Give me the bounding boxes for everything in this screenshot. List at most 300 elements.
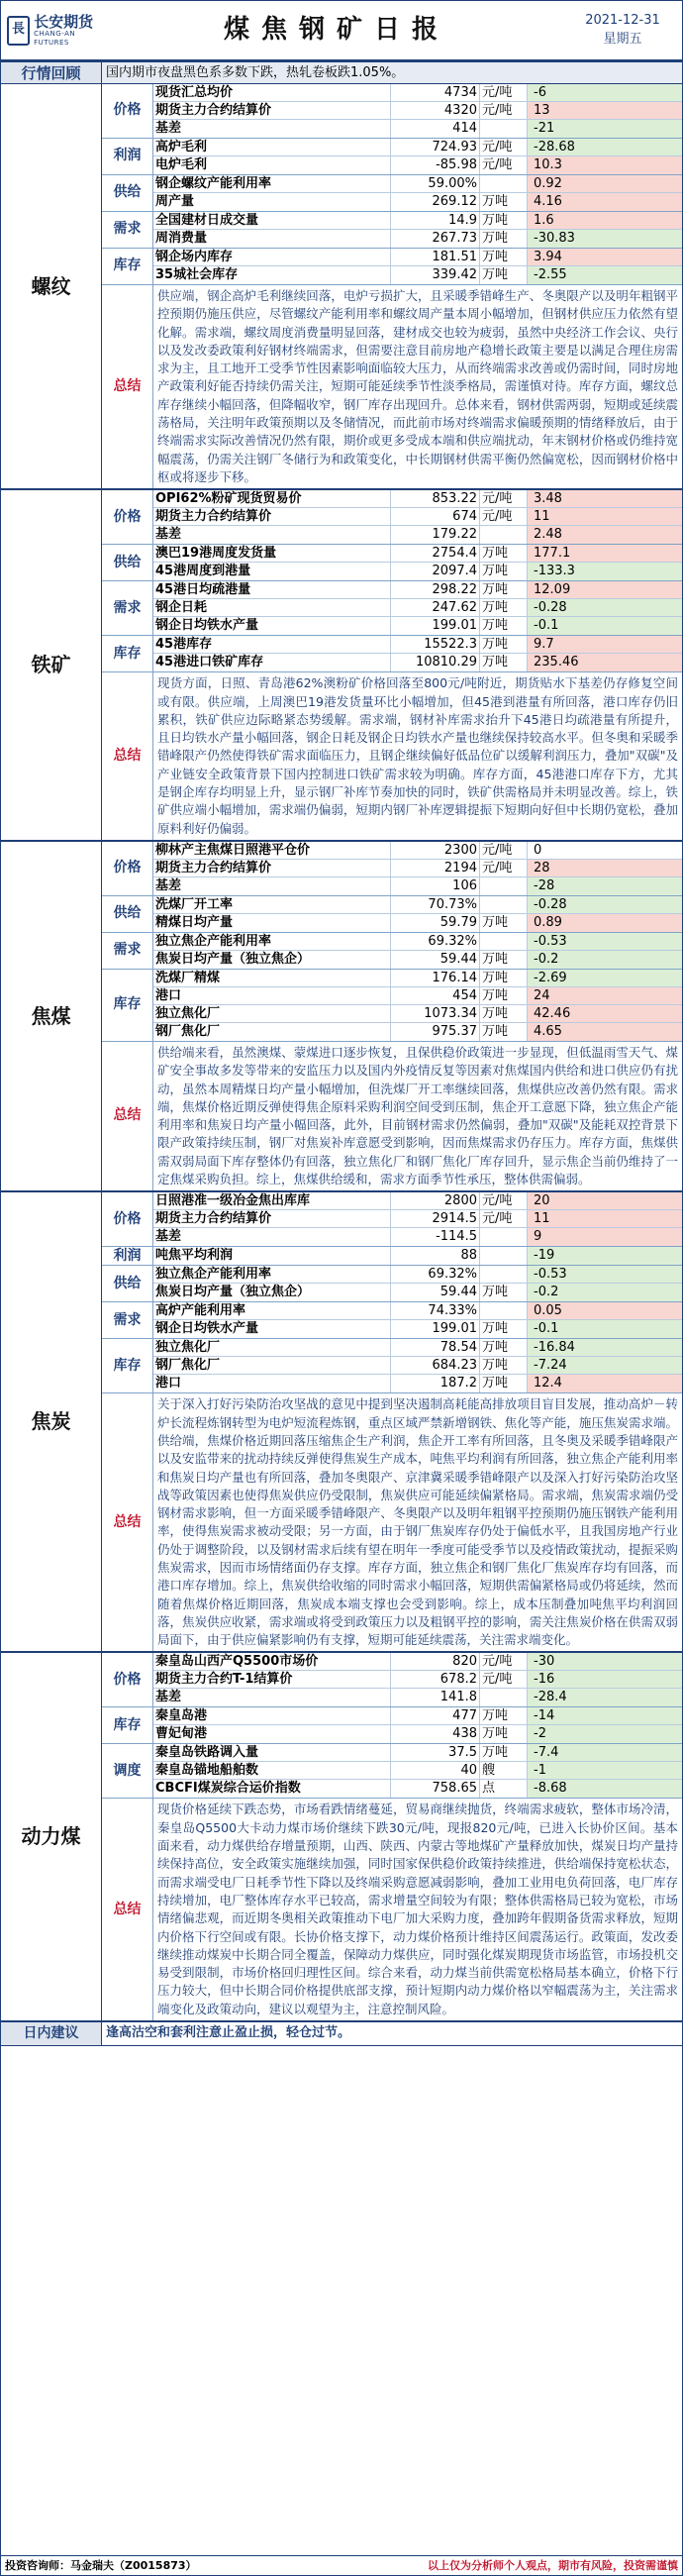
indicator-change: -30	[528, 1653, 682, 1670]
indicator-unit: 元/吨	[480, 860, 528, 876]
indicator-value: 2097.4	[391, 563, 480, 580]
indicator-value: 70.73%	[391, 896, 480, 913]
group-category: 利润	[102, 1247, 153, 1265]
indicator-change: 11	[528, 1210, 682, 1227]
indicator-group	[102, 490, 682, 545]
indicator-name: 柳林产主焦煤日照港平仓价	[153, 842, 391, 859]
indicator-value: -85.98	[391, 156, 480, 174]
indicator-name: 秦皇岛山西产Q5500市场价	[153, 1653, 391, 1670]
indicator-value: 59.79	[391, 914, 480, 932]
indicator-value: 199.01	[391, 1320, 480, 1338]
indicator-value: 187.2	[391, 1375, 480, 1392]
indicator-change: 3.48	[528, 490, 682, 507]
logo-en: CHANG-AN FUTURES	[34, 30, 76, 47]
indicator-name: 基差	[153, 877, 391, 895]
company-logo-icon: 長	[7, 16, 30, 46]
indicator-value: 438	[391, 1725, 480, 1743]
indicator-value: 2194	[391, 860, 480, 876]
table-row	[153, 545, 682, 563]
indicator-unit: 万吨	[480, 654, 528, 671]
table-row	[153, 1780, 682, 1798]
table-row	[153, 563, 682, 580]
indicator-name: 45港进口铁矿库存	[153, 654, 391, 671]
indicator-change: 0.89	[528, 914, 682, 932]
indicator-name: 周消费量	[153, 230, 391, 248]
table-row	[153, 1357, 682, 1375]
indicator-name: 日照港准一级冶金焦出库库	[153, 1192, 391, 1209]
indicator-change: 10.3	[528, 156, 682, 174]
commodity-name: 焦炭	[1, 1192, 102, 1651]
indicator-value: 2754.4	[391, 545, 480, 562]
indicator-value: 78.54	[391, 1339, 480, 1356]
indicator-name: 钢企日均铁水产量	[153, 617, 391, 635]
group-category: 需求	[102, 581, 153, 635]
indicator-change: 0	[528, 842, 682, 859]
table-row	[153, 266, 682, 284]
table-row	[153, 860, 682, 877]
section-0	[1, 84, 682, 490]
table-row	[153, 599, 682, 617]
indicator-group	[102, 970, 682, 1042]
table-row	[153, 193, 682, 211]
indicator-change: -0.28	[528, 599, 682, 616]
indicator-group	[102, 212, 682, 249]
summary-block	[102, 1799, 682, 2020]
indicator-unit: 元/吨	[480, 1192, 528, 1209]
indicator-value: 724.93	[391, 139, 480, 155]
advice-label: 日内建议	[1, 2022, 102, 2045]
indicator-change: -0.2	[528, 1284, 682, 1301]
indicator-change: -28	[528, 877, 682, 895]
indicator-name: 现货汇总均价	[153, 84, 391, 101]
indicator-unit: 万吨	[480, 1320, 528, 1338]
indicator-change: -2	[528, 1725, 682, 1743]
indicator-unit: 万吨	[480, 581, 528, 598]
group-category: 价格	[102, 842, 153, 895]
section-2	[1, 842, 682, 1192]
summary-label: 总结	[102, 1799, 153, 2020]
indicator-value: 59.00%	[391, 175, 480, 192]
indicator-name: 钢企日耗	[153, 599, 391, 616]
indicator-value: 14.9	[391, 212, 480, 229]
indicator-value: 477	[391, 1707, 480, 1724]
commodity-name: 螺纹	[1, 84, 102, 488]
report-title: 煤焦钢矿日报	[223, 15, 449, 46]
indicator-value: 1073.34	[391, 1005, 480, 1022]
market-review-text: 国内期市夜盘黑色系多数下跌，热轧卷板跌1.05%。	[102, 62, 682, 83]
indicator-name: 港口	[153, 987, 391, 1004]
indicator-unit: 万吨	[480, 599, 528, 616]
indicator-value: 684.23	[391, 1357, 480, 1374]
indicator-value: 199.01	[391, 617, 480, 635]
indicator-unit: 万吨	[480, 230, 528, 248]
table-row	[153, 1653, 682, 1671]
indicator-change: -8.68	[528, 1780, 682, 1798]
indicator-change: -28.4	[528, 1689, 682, 1706]
indicator-unit: 元/吨	[480, 84, 528, 101]
indicator-value: 59.44	[391, 1284, 480, 1301]
indicator-name: 焦炭日均产量（独立焦企）	[153, 1284, 391, 1301]
indicator-change: -0.28	[528, 896, 682, 913]
table-row	[153, 933, 682, 951]
group-category: 价格	[102, 1192, 153, 1246]
group-category: 价格	[102, 84, 153, 138]
indicator-name: 45港周度到港量	[153, 563, 391, 580]
table-row	[153, 156, 682, 174]
table-row	[153, 508, 682, 526]
table-row	[153, 526, 682, 544]
indicator-value: 181.51	[391, 249, 480, 265]
group-category: 库存	[102, 249, 153, 284]
indicator-name: 基差	[153, 1689, 391, 1706]
commodity-name: 动力煤	[1, 1653, 102, 2020]
indicator-value: 176.14	[391, 970, 480, 986]
indicator-unit: 万吨	[480, 951, 528, 969]
report-date: 2021-12-31	[585, 13, 660, 29]
indicator-unit: 万吨	[480, 1005, 528, 1022]
summary-label: 总结	[102, 672, 153, 840]
indicator-name: 全国建材日成交量	[153, 212, 391, 229]
indicator-unit: 万吨	[480, 1284, 528, 1301]
indicator-name: 秦皇岛港	[153, 1707, 391, 1724]
indicator-unit	[480, 1266, 528, 1283]
summary-block	[102, 672, 682, 840]
indicator-name: 钢企螺纹产能利用率	[153, 175, 391, 192]
group-category: 库存	[102, 970, 153, 1041]
indicator-change: 3.94	[528, 249, 682, 265]
indicator-change: -16	[528, 1671, 682, 1688]
indicator-unit	[480, 120, 528, 138]
table-row	[153, 896, 682, 914]
summary-block	[102, 285, 682, 488]
table-row	[153, 617, 682, 635]
market-review-label: 行情回顾	[1, 62, 102, 83]
indicator-unit: 元/吨	[480, 490, 528, 507]
group-category: 库存	[102, 1339, 153, 1392]
indicator-unit: 元/吨	[480, 156, 528, 174]
group-category: 供给	[102, 545, 153, 580]
indicator-unit: 点	[480, 1780, 528, 1798]
group-category: 库存	[102, 636, 153, 671]
indicator-value: 820	[391, 1653, 480, 1670]
indicator-name: 基差	[153, 120, 391, 138]
indicator-unit: 元/吨	[480, 842, 528, 859]
table-row	[153, 987, 682, 1005]
indicator-unit: 万吨	[480, 193, 528, 211]
summary-text: 供应端，钢企高炉毛利继续回落，电炉亏损扩大，且采暖季错峰生产、冬奥限产以及明年粗钢平控预期仍施压供应，尽管螺纹产能利用率和螺纹周产量本周小幅增加，但钢材供应压力依然有望化解。需求端，螺纹周度消费量明显回落，建材成交也较为疲弱，虽然中央经济工作会议、央行以及发改委政策利好钢材终端需求，但需要注意目前房地产稳增长政策主要是以满足合理住房需求为主，且工地开工受季节性因素影响面临较大压力，从而终端需求改善或仍需时间，同时房地产政策利好能否持续仍需关注，短期可能延续季节性淡季格局，需谨慎对待。库存方面，螺纹总库存继续小幅回落，但降幅收窄，钢厂库存出现回升。总体来看，钢材供需两弱，短期或延续震荡格局，关注明年政策预期以及冬储情况，而此前市场对终端需求偏暖预期的情绪释放后，由于终端需求实际改善情况仍然有限，期价或更多受成本端和供应端扰动，年末钢材价格或仍维持宽幅震荡，仍需关注钢厂冬储行为和政策变化，中长期钢材供需平衡仍然偏宽松，因而钢材价格中枢或将逐步下移。	[157, 288, 678, 484]
indicator-value: 10810.29	[391, 654, 480, 671]
indicator-name: 期货主力合约结算价	[153, 102, 391, 119]
summary-text: 供给端来看，虽然澳煤、蒙煤进口逐步恢复，且保供稳价政策进一步显现，但低温雨雪天气、煤矿安全事故多发等带来的安监压力以及国内外疫情反复等因素对焦煤国内供给和进口供应仍有扰动，虽然本周精煤日均产量小幅增加，但洗煤厂开工率继续回落，焦煤供应改善仍然有限。需求端，焦煤价格近期反弹使得焦企原料采购利润空间受到压制，焦企开工意愿下降，独立焦企产能利用率和焦炭日均产量小幅回落，此外，目前钢材需求仍然偏弱，叠加"双碳"及能耗双控背景下限产政策持续压制，钢厂对焦炭补库意愿受到影响，因而焦煤需求仍存压力。库存方面，焦煤供需双弱局面下库存整体仍有回落，独立焦化厂和钢厂焦化厂库存回升，显示焦企当前仍维持了一定焦煤采购负担。综上，焦煤供给缓和，需求方面季节性承压，整体供需偏弱。	[157, 1044, 678, 1187]
indicator-value: 454	[391, 987, 480, 1004]
table-row	[153, 581, 682, 599]
indicator-value: 298.22	[391, 581, 480, 598]
table-row	[153, 1023, 682, 1041]
group-category: 需求	[102, 1302, 153, 1338]
indicator-name: 钢企场内库存	[153, 249, 391, 265]
indicator-change: -0.53	[528, 1266, 682, 1283]
indicator-change: 0.05	[528, 1302, 682, 1319]
market-review	[1, 62, 682, 84]
indicator-value: 40	[391, 1762, 480, 1779]
group-category: 库存	[102, 1707, 153, 1743]
table-row	[153, 1005, 682, 1023]
indicator-change: -0.2	[528, 951, 682, 969]
table-row	[153, 1744, 682, 1762]
indicator-change: 28	[528, 860, 682, 876]
group-category: 供给	[102, 1266, 153, 1301]
table-row	[153, 1284, 682, 1301]
section-1	[1, 490, 682, 842]
indicator-name: OPI62%粉矿现货贸易价	[153, 490, 391, 507]
intraday-advice	[1, 2022, 682, 2046]
indicator-name: 周产量	[153, 193, 391, 211]
indicator-change: 11	[528, 508, 682, 525]
indicator-unit	[480, 175, 528, 192]
indicator-unit: 万吨	[480, 563, 528, 580]
indicator-name: 独立焦企产能利用率	[153, 933, 391, 950]
indicator-change: -14	[528, 1707, 682, 1724]
indicator-name: 期货主力合约结算价	[153, 1210, 391, 1227]
indicator-name: 期货主力合约结算价	[153, 508, 391, 525]
indicator-group	[102, 933, 682, 970]
group-category: 供给	[102, 896, 153, 932]
indicator-value: 414	[391, 120, 480, 138]
indicator-name: 基差	[153, 1228, 391, 1246]
table-row	[153, 951, 682, 969]
indicator-change: -28.68	[528, 139, 682, 155]
indicator-unit: 元/吨	[480, 1653, 528, 1670]
table-row	[153, 1671, 682, 1689]
table-row	[153, 1302, 682, 1320]
indicator-value: 2800	[391, 1192, 480, 1209]
indicator-change: -16.84	[528, 1339, 682, 1356]
group-category: 价格	[102, 490, 153, 544]
section-3	[1, 1192, 682, 1653]
indicator-name: 洗煤厂精煤	[153, 970, 391, 986]
indicator-unit: 万吨	[480, 545, 528, 562]
indicator-unit	[480, 1302, 528, 1319]
indicator-group	[102, 1247, 682, 1266]
group-category: 需求	[102, 933, 153, 969]
indicator-unit: 万吨	[480, 1744, 528, 1761]
table-row	[153, 212, 682, 230]
indicator-value: 37.5	[391, 1744, 480, 1761]
indicator-group	[102, 636, 682, 672]
table-row	[153, 1725, 682, 1743]
table-row	[153, 1228, 682, 1246]
indicator-name: 独立焦化厂	[153, 1339, 391, 1356]
indicator-group	[102, 1339, 682, 1393]
summary-block	[102, 1042, 682, 1190]
indicator-value: 247.62	[391, 599, 480, 616]
indicator-change: -1	[528, 1762, 682, 1779]
company-logo	[1, 14, 110, 48]
commodity-name: 焦煤	[1, 842, 102, 1190]
indicator-unit: 元/吨	[480, 1210, 528, 1227]
indicator-change: -2.69	[528, 970, 682, 986]
indicator-unit: 元/吨	[480, 508, 528, 525]
table-row	[153, 1247, 682, 1265]
indicator-value: 106	[391, 877, 480, 895]
indicator-unit	[480, 1689, 528, 1706]
indicator-change: 4.16	[528, 193, 682, 211]
indicator-name: 45港日均疏港量	[153, 581, 391, 598]
indicator-name: 秦皇岛锚地船舶数	[153, 1762, 391, 1779]
group-category: 价格	[102, 1653, 153, 1706]
indicator-unit: 万吨	[480, 212, 528, 229]
indicator-value: 4734	[391, 84, 480, 101]
indicator-name: 曹妃甸港	[153, 1725, 391, 1743]
table-row	[153, 1762, 682, 1780]
table-row	[153, 1707, 682, 1725]
indicator-group	[102, 896, 682, 933]
consultant-info: 投资咨询师：马金瑞夫（Z0015873）	[5, 2558, 197, 2572]
indicator-name: 钢厂焦化厂	[153, 1357, 391, 1374]
indicator-change: -0.1	[528, 617, 682, 635]
indicator-value: 269.12	[391, 193, 480, 211]
table-row	[153, 914, 682, 932]
indicator-group	[102, 1192, 682, 1247]
indicator-name: 电炉毛利	[153, 156, 391, 174]
disclaimer: 以上仅为分析师个人观点，期市有风险，投资需谨慎	[428, 2558, 678, 2572]
indicator-unit: 万吨	[480, 1357, 528, 1374]
indicator-change: -133.3	[528, 563, 682, 580]
indicator-name: 洗煤厂开工率	[153, 896, 391, 913]
table-row	[153, 1339, 682, 1357]
table-row	[153, 877, 682, 895]
indicator-name: 独立焦企产能利用率	[153, 1266, 391, 1283]
indicator-value: 15522.3	[391, 636, 480, 653]
indicator-unit	[480, 933, 528, 950]
indicator-group	[102, 1302, 682, 1339]
commodity-sections	[1, 84, 682, 2022]
indicator-value: 339.42	[391, 266, 480, 284]
indicator-unit: 艘	[480, 1762, 528, 1779]
indicator-change: -2.55	[528, 266, 682, 284]
indicator-value: 2300	[391, 842, 480, 859]
table-row	[153, 1266, 682, 1284]
indicator-change: 2.48	[528, 526, 682, 544]
indicator-change: 177.1	[528, 545, 682, 562]
report-weekday: 星期五	[603, 31, 642, 47]
section-4	[1, 1653, 682, 2022]
indicator-unit	[480, 1247, 528, 1265]
table-row	[153, 84, 682, 102]
summary-text: 现货方面，日照、青岛港62%澳粉矿价格回落至800元/吨附近，期货贴水下基差仍存修复空间或有限。供应端，上周澳巴19港发货量环比小幅增加，但45港到港量有所回落，港口库存仍旧累积，铁矿供应边际略紧态势缓解。需求端，钢材补库需求抬升下45港日均疏港量有所提升，且日均铁水产量小幅回落，钢企日耗及钢企日均铁水产量也继续保持较高水平。但冬奥和采暖季错峰限产仍然使得铁矿需求面临压力，且钢企继续偏好低品位矿以缓解利润压力，叠加"双碳"及产业链安全政策背景下国内控制进口铁矿需求较为明确。库存方面，45港港口库存下方，尤其是钢企库存均明显上升，显示钢厂补库节奏加快的同时，铁矿供需格局并未明显改善。综上，铁矿供应端小幅增加，需求端仍偏弱，短期内钢厂补库逻辑提振下短期向好但中长期仍宽松，叠加原料利好仍偏弱。	[157, 675, 678, 836]
indicator-change: 0.92	[528, 175, 682, 192]
table-row	[153, 490, 682, 508]
table-row	[153, 654, 682, 671]
indicator-group	[102, 1707, 682, 1744]
indicator-value: 2914.5	[391, 1210, 480, 1227]
group-category: 利润	[102, 139, 153, 174]
table-row	[153, 636, 682, 654]
table-row	[153, 120, 682, 138]
indicator-value: 975.37	[391, 1023, 480, 1041]
indicator-group	[102, 1653, 682, 1707]
indicator-value: 74.33%	[391, 1302, 480, 1319]
indicator-unit: 万吨	[480, 1707, 528, 1724]
logo-cn: 长安期货	[34, 12, 94, 31]
indicator-unit: 元/吨	[480, 1671, 528, 1688]
indicator-name: 35城社会库存	[153, 266, 391, 284]
indicator-name: 秦皇岛铁路调入量	[153, 1744, 391, 1761]
indicator-change: 235.46	[528, 654, 682, 671]
table-row	[153, 1375, 682, 1392]
indicator-name: 45港库存	[153, 636, 391, 653]
indicator-name: 独立焦化厂	[153, 1005, 391, 1022]
indicator-value: 69.32%	[391, 933, 480, 950]
indicator-value: 69.32%	[391, 1266, 480, 1283]
indicator-group	[102, 842, 682, 896]
summary-label: 总结	[102, 1042, 153, 1190]
indicator-name: 期货主力合约结算价	[153, 860, 391, 876]
summary-text: 现货价格延续下跌态势，市场看跌情绪蔓延，贸易商继续抛货，终端需求疲软，整体市场冷清，秦皇岛Q5500大卡动力煤市场价继续下跌30元/吨，现报820元/吨，已进入长协价区间。基本面来看，动力煤供给存增量预期，山西、陕西、内蒙古等地煤矿产量释放加快，煤炭日均产量持续保持高位，安全政策实施继续加强，同时国家保供稳价政策持续推进，供给端保持宽松状态，而需求端受电厂日耗季节性下降以及终端采购意愿减弱影响，叠加工业用电负荷回落，电厂库存持续增加，电厂整体库存水平已较高，需求增量空间较为有限；整体供需格局已较为宽松，市场情绪偏悲观，而近期冬奥相关政策推动下电厂加大采购力度，叠加跨年假期备货需求释放，短期内价格下行空间或有限。长协价格支撑下，动力煤价格预计维持区间震荡运行。政策面，发改委继续推动煤炭中长期合同全覆盖，保障动力煤供应，同时强化煤炭期现货市场监管，市场投机交易受到限制，市场价格回归理性区间。综合来看，动力煤当前供需宽松格局基本确立，价格下行压力较大，但中长期合同价格提供底部支撑，预计短期内动力煤价格以窄幅震荡为主，关注需求端变化及政策动向，建议以观望为主，注意控制风险。	[157, 1802, 678, 2016]
indicator-name: 基差	[153, 526, 391, 544]
indicator-unit: 万吨	[480, 1023, 528, 1041]
indicator-change: -30.83	[528, 230, 682, 248]
indicator-value: 678.2	[391, 1671, 480, 1688]
indicator-group	[102, 581, 682, 636]
report-header	[1, 1, 682, 62]
indicator-name: 期货主力合约T-1结算价	[153, 1671, 391, 1688]
summary-label: 总结	[102, 1393, 153, 1651]
group-category: 需求	[102, 212, 153, 248]
indicator-unit: 万吨	[480, 970, 528, 986]
indicator-name: 高炉产能利用率	[153, 1302, 391, 1319]
indicator-value: 674	[391, 508, 480, 525]
summary-text: 关于深入打好污染防治攻坚战的意见中提到坚决遏制高耗能高排放项目盲目发展，推动高炉－转炉长流程炼钢转型为电炉短流程炼钢，重点区域严禁新增钢铁、焦化等产能，施压焦炭需求端。供给端，焦煤价格近期回落压缩焦企生产利润，焦企开工率有所回落，且冬奥及采暖季错峰限产以及安监带来的扰动持续反弹使得焦炭生产成本，吨焦平均利润有所回落，独立焦企产能利用率和焦炭日均产量也有所回落，叠加冬奥限产、京津冀采暖季错峰限产以及深入打好污染防治攻坚战等政策因素也使得焦炭供应仍受限制，焦炭供应可能延续偏紧格局。需求端，焦炭需求端仍受钢材需求影响，但一方面采暖季错峰限产、冬奥限产以及明年粗钢平控预期仍施压钢铁产能利用率，使得焦炭需求被动受限；另一方面，由于钢厂焦炭库存仍处于偏低水平，且我国房地产行业仍处于调整阶段，以及钢材需求后续有望在明年一季度可能受季节以及疫情政策扰动，提振采购焦炭需求，因而市场情绪面仍存支撑。库存方面，独立焦企和钢厂焦化厂焦炭库存均有回落，而港口库存增加。综上，焦炭供给收缩的同时需求小幅回落，短期供需偏紧格局或仍将延续，然而随着焦煤价格近期回落，焦炭成本端支撑也会受到影响。综上，成本压制叠加吨焦平均利润回落，焦炭供应收紧，需求端或将受到政策压力以及粗钢平控的影响，需关注焦炭价格在供需双弱局面下，由于供应偏紧影响仍有支撑，短期可能延续震荡，关注需求端变化。	[157, 1396, 678, 1648]
indicator-unit: 万吨	[480, 1339, 528, 1356]
indicator-change: 1.6	[528, 212, 682, 229]
indicator-value: 4320	[391, 102, 480, 119]
indicator-group	[102, 1744, 682, 1799]
summary-block	[102, 1393, 682, 1651]
indicator-change: -0.1	[528, 1320, 682, 1338]
indicator-value: -114.5	[391, 1228, 480, 1246]
indicator-name: 精煤日均产量	[153, 914, 391, 932]
indicator-group	[102, 545, 682, 581]
indicator-unit	[480, 896, 528, 913]
indicator-unit: 万吨	[480, 617, 528, 635]
indicator-value: 141.8	[391, 1689, 480, 1706]
table-row	[153, 175, 682, 193]
group-category: 调度	[102, 1744, 153, 1798]
indicator-change: -21	[528, 120, 682, 138]
report-footer	[1, 2555, 682, 2575]
indicator-unit: 万吨	[480, 266, 528, 284]
table-row	[153, 139, 682, 156]
indicator-unit	[480, 526, 528, 544]
commodity-name: 铁矿	[1, 490, 102, 840]
indicator-value: 88	[391, 1247, 480, 1265]
indicator-name: CBCFI煤炭综合运价指数	[153, 1780, 391, 1798]
indicator-change: 4.65	[528, 1023, 682, 1041]
indicator-value: 853.22	[391, 490, 480, 507]
report-date-block	[563, 12, 682, 48]
indicator-unit: 万吨	[480, 1725, 528, 1743]
table-row	[153, 842, 682, 860]
table-row	[153, 249, 682, 266]
indicator-unit	[480, 1228, 528, 1246]
indicator-change: 42.46	[528, 1005, 682, 1022]
summary-label: 总结	[102, 285, 153, 488]
indicator-name: 高炉毛利	[153, 139, 391, 155]
table-row	[153, 1320, 682, 1338]
indicator-unit	[480, 877, 528, 895]
indicator-group	[102, 1266, 682, 1302]
